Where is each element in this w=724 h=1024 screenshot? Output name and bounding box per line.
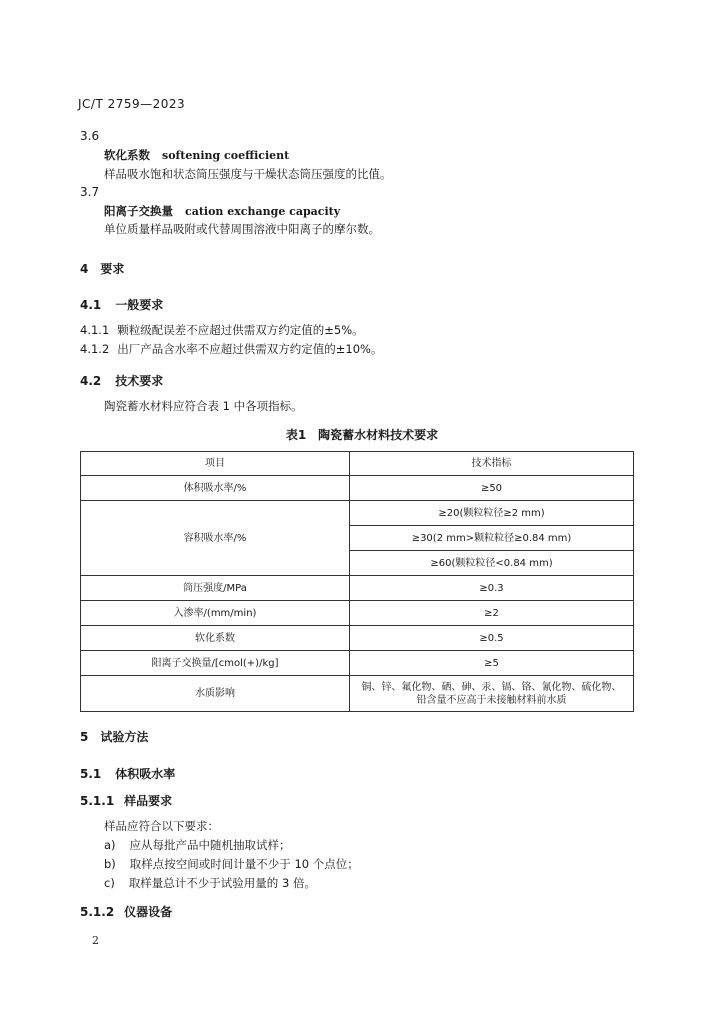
spec-line: 铜、锌、氟化物、硒、砷、汞、镉、铬、氰化物、硫化物、 xyxy=(361,681,622,693)
section-number: 5.1 xyxy=(80,767,102,781)
list-text: 取样点按空间或时间计量不少于 10 个点位； xyxy=(129,857,359,871)
clause-number: 4.1.2 xyxy=(80,342,110,356)
section-number: 5.1.2 xyxy=(80,905,115,919)
section-4-2-intro: 陶瓷蓄水材料应符合表 1 中各项指标。 xyxy=(104,399,303,413)
table-row xyxy=(81,501,634,526)
list-text: 应从每批产品中随机抽取试样； xyxy=(129,838,291,852)
section-4-heading xyxy=(80,260,124,277)
clause-3-7-number: 3.7 xyxy=(80,185,100,199)
section-title: 试验方法 xyxy=(100,730,149,744)
term-cn: 阳离子交换量 xyxy=(104,204,173,218)
table-row xyxy=(81,651,634,676)
section-number: 5 xyxy=(80,730,89,744)
row-item: 容积吸水率/% xyxy=(81,501,350,576)
row-spec: ≥2 xyxy=(350,601,634,626)
table-header-row xyxy=(81,452,634,476)
clause-4-1-1 xyxy=(80,322,364,338)
section-title: 要求 xyxy=(100,262,125,276)
row-item: 阳离子交换量/[cmol(+)/kg] xyxy=(81,651,350,676)
section-5-1-heading xyxy=(80,765,175,782)
section-title: 一般要求 xyxy=(115,298,164,312)
row-item: 软化系数 xyxy=(81,626,350,651)
row-spec: ≥5 xyxy=(350,651,634,676)
row-spec: ≥0.3 xyxy=(350,576,634,601)
section-title: 技术要求 xyxy=(115,374,164,388)
document-header-id: JC/T 2759—2023 xyxy=(78,97,186,111)
row-spec: ≥60(颗粒粒径<0.84 mm) xyxy=(350,551,634,576)
section-title: 体积吸水率 xyxy=(115,767,176,781)
clause-4-1-2 xyxy=(80,341,382,357)
row-spec xyxy=(350,676,634,712)
clause-3-6-term xyxy=(104,147,289,163)
list-marker: c) xyxy=(104,876,115,890)
clause-3-7-definition: 单位质量样品吸附或代替周围溶液中阳离子的摩尔数。 xyxy=(104,222,380,236)
section-title: 仪器设备 xyxy=(124,905,173,919)
page-number: 2 xyxy=(92,934,99,947)
term-cn: 软化系数 xyxy=(104,148,150,162)
row-item: 体积吸水率/% xyxy=(81,476,350,501)
list-marker: a) xyxy=(104,838,116,852)
clause-3-6-number: 3.6 xyxy=(80,129,100,143)
section-number: 4.1 xyxy=(80,298,102,312)
list-item xyxy=(104,837,291,853)
section-5-1-1-intro: 样品应符合以下要求： xyxy=(104,819,219,833)
table-row xyxy=(81,676,634,712)
section-4-2-heading xyxy=(80,372,163,389)
section-5-1-2-heading xyxy=(80,903,172,920)
term-en: cation exchange capacity xyxy=(185,205,341,218)
list-text: 取样量总计不少于试验用量的 3 倍。 xyxy=(128,876,316,890)
list-item xyxy=(104,856,359,872)
row-spec: ≥50 xyxy=(350,476,634,501)
clause-number: 4.1.1 xyxy=(80,323,110,337)
clause-text: 出厂产品含水率不应超过供需双方约定值的±10%。 xyxy=(117,342,383,356)
row-spec: ≥20(颗粒粒径≥2 mm) xyxy=(350,501,634,526)
section-4-1-heading xyxy=(80,296,163,313)
section-number: 4.2 xyxy=(80,374,102,388)
clause-text: 颗粒级配误差不应超过供需双方约定值的±5%。 xyxy=(117,323,364,337)
row-item: 筒压强度/MPa xyxy=(81,576,350,601)
technical-requirements-table xyxy=(80,451,634,712)
table-row xyxy=(81,576,634,601)
row-spec: ≥30(2 mm>颗粒粒径≥0.84 mm) xyxy=(350,526,634,551)
clause-3-7-term xyxy=(104,203,340,219)
section-5-1-1-heading xyxy=(80,792,172,809)
list-marker: b) xyxy=(104,857,116,871)
table-1-caption: 表1 陶瓷蓄水材料技术要求 xyxy=(285,428,439,442)
table-row xyxy=(81,626,634,651)
section-number: 5.1.1 xyxy=(80,794,115,808)
table-row xyxy=(81,601,634,626)
term-en: softening coefficient xyxy=(162,149,290,162)
section-title: 样品要求 xyxy=(124,794,173,808)
row-item: 入渗率/(mm/min) xyxy=(81,601,350,626)
clause-3-6-definition: 样品吸水饱和状态筒压强度与干燥状态筒压强度的比值。 xyxy=(104,167,392,181)
header-spec: 技术指标 xyxy=(350,452,634,476)
header-item: 项目 xyxy=(81,452,350,476)
table-row xyxy=(81,476,634,501)
row-item: 水质影响 xyxy=(81,676,350,712)
section-5-heading xyxy=(80,728,148,745)
list-item xyxy=(104,875,316,891)
row-spec: ≥0.5 xyxy=(350,626,634,651)
section-number: 4 xyxy=(80,262,89,276)
spec-line: 铅含量不应高于未接触材料前水质 xyxy=(416,694,567,706)
